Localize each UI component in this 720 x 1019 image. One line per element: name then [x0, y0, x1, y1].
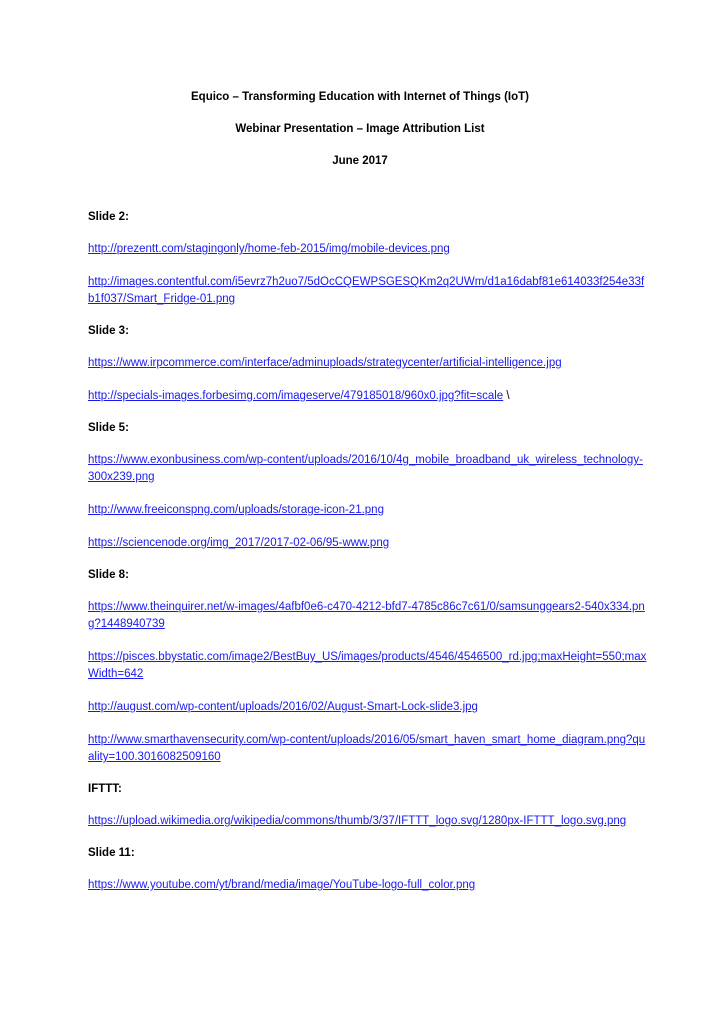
attribution-link[interactable]: https://www.irpcommerce.com/interface/adminuploads/strategycenter/artificial-intelligence.jpg: [88, 357, 562, 369]
section-slide-8: [88, 568, 648, 766]
attribution-link[interactable]: https://www.youtube.com/yt/brand/media/image/YouTube-logo-full_color.png: [88, 879, 476, 891]
attribution-item: [88, 599, 648, 633]
attribution-item: [88, 274, 648, 308]
section-title: Slide 2:: [88, 211, 129, 223]
attribution-item: [88, 388, 648, 405]
document-date: June 2017: [332, 155, 388, 167]
attribution-link[interactable]: http://images.contentful.com/i5evrz7h2uo7/5dOcCQEWPSGESQKm2q2UWm/d1a16dabf81e614033f254e33fb1f037/Smart_Fridge-01.png: [88, 276, 645, 305]
link-trailing-text: \: [503, 390, 510, 402]
section-title: Slide 8:: [88, 569, 129, 581]
section-slide-11: [88, 846, 648, 894]
attribution-link[interactable]: https://www.theinquirer.net/w-images/4afbf0e6-c470-4212-bfd7-4785c86c7c61/0/samsunggears2-540x334.png?1448940739: [88, 601, 645, 630]
attribution-link[interactable]: https://www.exonbusiness.com/wp-content/uploads/2016/10/4g_mobile_broadband_uk_wireless_technology-300x239.png: [88, 454, 643, 483]
attribution-link[interactable]: https://pisces.bbystatic.com/image2/BestBuy_US/images/products/4546/4546500_rd.jpg;maxHeight=550;maxWidth=642: [88, 651, 647, 680]
document-header: [0, 90, 720, 186]
attribution-item: [88, 877, 648, 894]
attribution-item: [88, 699, 648, 716]
attribution-link[interactable]: http://www.smarthavensecurity.com/wp-content/uploads/2016/05/smart_haven_smart_home_diagram.png?quality=100.3016082509160: [88, 734, 646, 763]
section-slide-2: [88, 210, 648, 308]
section-slide-3: [88, 324, 648, 405]
attribution-item: [88, 813, 648, 830]
attribution-link[interactable]: https://upload.wikimedia.org/wikipedia/commons/thumb/3/37/IFTTT_logo.svg/1280px-IFTTT_logo.svg.png: [88, 815, 627, 827]
attribution-link[interactable]: http://www.freeiconspng.com/uploads/storage-icon-21.png: [88, 504, 384, 516]
attribution-item: [88, 452, 648, 486]
section-title: IFTTT:: [88, 783, 122, 795]
attribution-item: [88, 535, 648, 552]
attribution-list: [88, 210, 648, 910]
section-ifttt: [88, 782, 648, 830]
attribution-link[interactable]: http://prezentt.com/stagingonly/home-feb-2015/img/mobile-devices.png: [88, 243, 450, 255]
attribution-item: [88, 502, 648, 519]
attribution-item: [88, 732, 648, 766]
attribution-item: [88, 649, 648, 683]
section-title: Slide 11:: [88, 847, 135, 859]
document-subtitle: Webinar Presentation – Image Attribution List: [235, 123, 485, 135]
section-title: Slide 5:: [88, 422, 129, 434]
attribution-item: [88, 355, 648, 372]
attribution-link[interactable]: https://sciencenode.org/img_2017/2017-02-06/95-www.png: [88, 537, 390, 549]
attribution-link[interactable]: http://specials-images.forbesimg.com/imageserve/479185018/960x0.jpg?fit=scale: [88, 390, 504, 402]
attribution-item: [88, 241, 648, 258]
attribution-link[interactable]: http://august.com/wp-content/uploads/2016/02/August-Smart-Lock-slide3.jpg: [88, 701, 478, 713]
section-slide-5: [88, 421, 648, 552]
document-title: Equico – Transforming Education with Internet of Things (IoT): [191, 91, 529, 103]
section-title: Slide 3:: [88, 325, 129, 337]
